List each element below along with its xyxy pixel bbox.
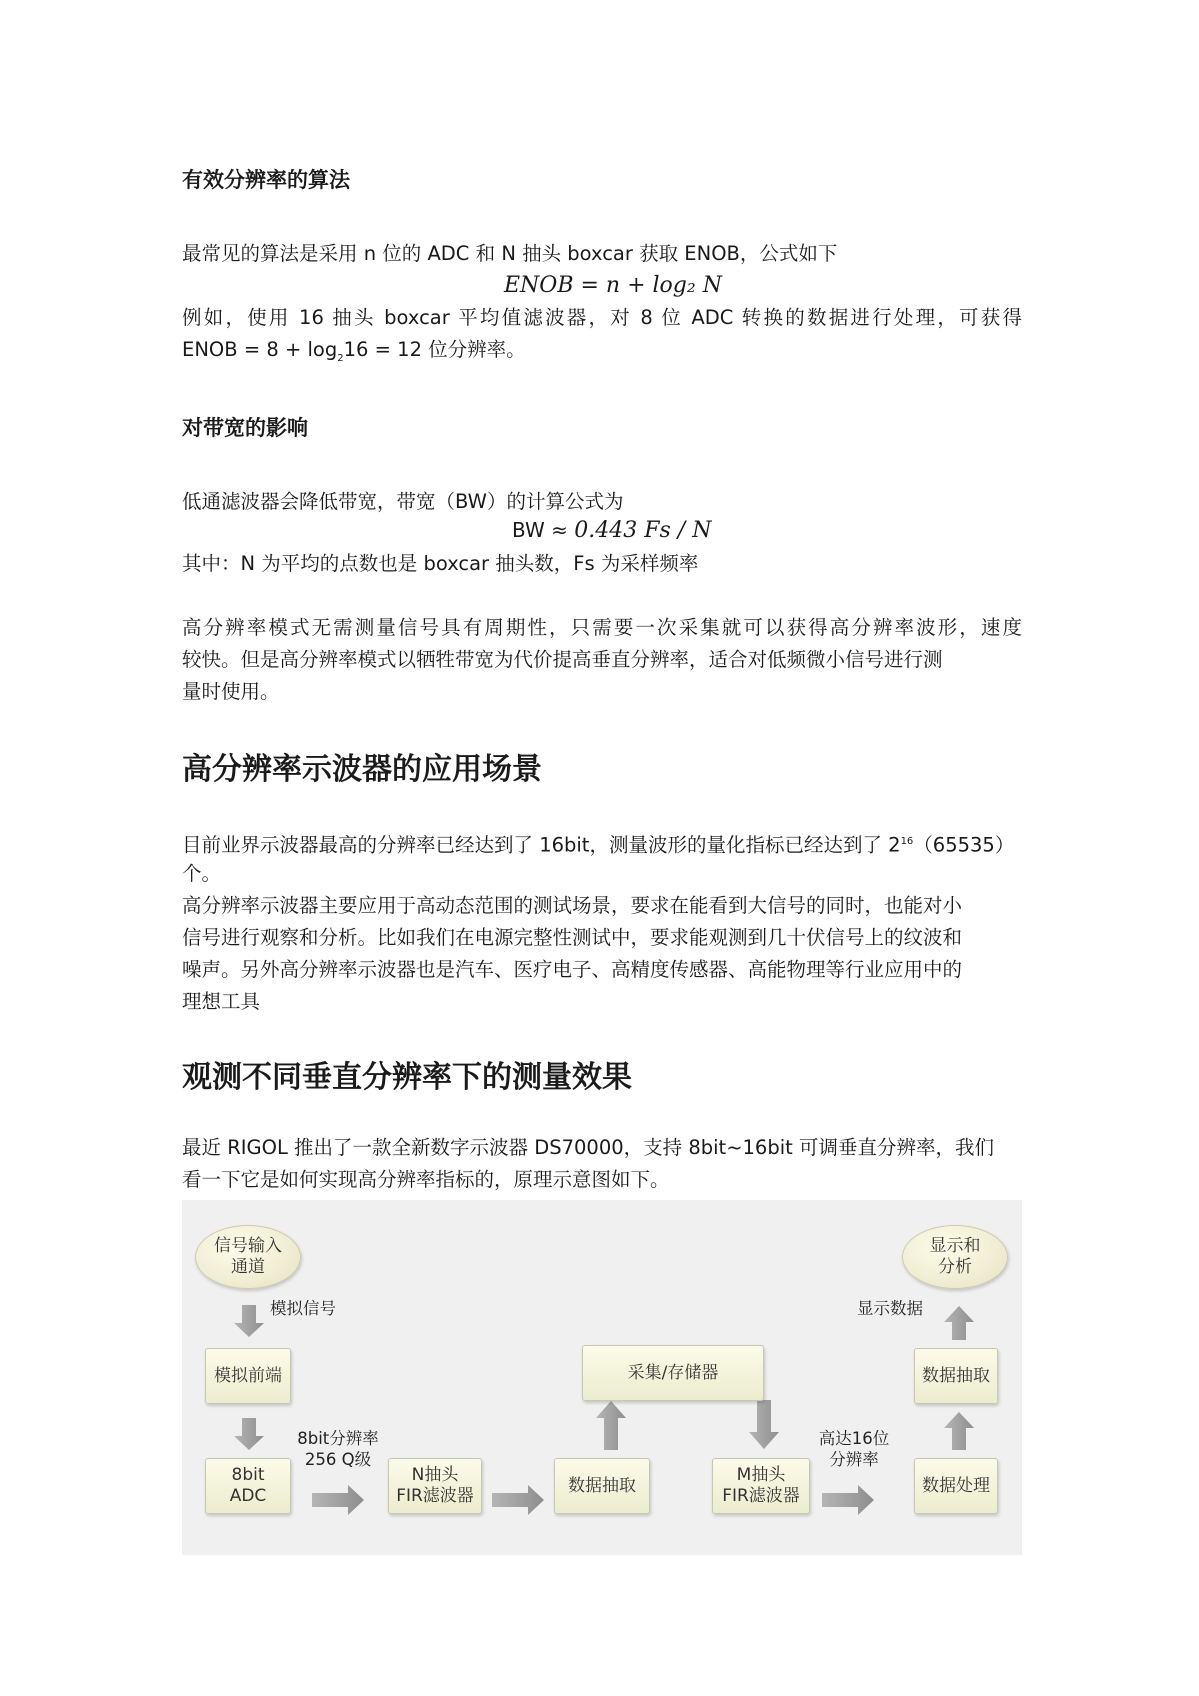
paragraph-bw-intro: 低通滤波器会降低带宽，带宽（BW）的计算公式为 bbox=[182, 490, 624, 513]
paragraph-hires-line3: 量时使用。 bbox=[182, 680, 280, 703]
label-up-to-16bit: 高达16位 分辨率 bbox=[818, 1429, 890, 1469]
paragraph-hires-line1: 高分辨率模式无需测量信号具有周期性，只需要一次采集就可以获得高分辨率波形，速度 bbox=[182, 616, 1022, 639]
arrow-right-icon bbox=[312, 1485, 364, 1515]
section-heading-measurement: 观测不同垂直分辨率下的测量效果 bbox=[182, 1060, 632, 1095]
paragraph-rigol-line2: 看一下它是如何实现高分辨率指标的，原理示意图如下。 bbox=[182, 1168, 670, 1191]
paragraph-example-line2: ENOB = $8 + \log_216 = 12$ 位分辨率。 bbox=[182, 338, 526, 364]
paragraph-16bit-line2: 个。 bbox=[182, 862, 222, 885]
arrow-down-icon bbox=[234, 1418, 264, 1450]
node-n-tap-fir: N抽头 FIR滤波器 bbox=[388, 1458, 482, 1514]
label-display-data: 显示数据 bbox=[857, 1299, 923, 1318]
paragraph-bw-where: 其中：N 为平均的点数也是 boxcar 抽头数，Fs 为采样频率 bbox=[182, 552, 699, 575]
node-display-analysis: 显示和 分析 bbox=[902, 1225, 1008, 1289]
section-heading-enob: 有效分辨率的算法 bbox=[182, 168, 350, 192]
paragraph-app-line2: 信号进行观察和分析。比如我们在电源完整性测试中，要求能观测到几十伏信号上的纹波和 bbox=[182, 926, 963, 949]
node-analog-frontend: 模拟前端 bbox=[205, 1348, 291, 1404]
section-heading-bandwidth: 对带宽的影响 bbox=[182, 416, 308, 440]
formula-enob: ENOB = n + log₂ N bbox=[504, 273, 722, 298]
arrow-up-icon bbox=[944, 1306, 974, 1340]
paragraph-app-line3: 噪声。另外高分辨率示波器也是汽车、医疗电子、高精度传感器、高能物理等行业应用中的 bbox=[182, 958, 963, 981]
paragraph-app-line4: 理想工具 bbox=[182, 990, 261, 1013]
section-heading-applications: 高分辨率示波器的应用场景 bbox=[182, 752, 542, 787]
block-diagram bbox=[182, 1200, 1022, 1555]
arrow-right-icon bbox=[492, 1485, 544, 1515]
node-acquisition-memory: 采集/存储器 bbox=[582, 1345, 764, 1401]
node-decimation-2: 数据抽取 bbox=[914, 1348, 998, 1404]
paragraph-16bit-line1: 目前业界示波器最高的分辨率已经达到了 16bit，测量波形的量化指标已经达到了 $2^{16}(65535)$ bbox=[182, 833, 1015, 857]
node-decimation-1: 数据抽取 bbox=[554, 1458, 650, 1514]
node-signal-input: 信号输入 通道 bbox=[195, 1225, 301, 1289]
paragraph-enob-intro: 最常见的算法是采用 n 位的 ADC 和 N 抽头 boxcar 获取 ENOB，公式如下 bbox=[182, 242, 838, 265]
arrow-up-icon bbox=[596, 1401, 626, 1450]
node-data-processing: 数据处理 bbox=[914, 1458, 998, 1514]
label-analog-signal: 模拟信号 bbox=[270, 1299, 336, 1318]
formula-bw: BW ≈ 0.443 Fs / N bbox=[512, 518, 712, 543]
label-adc-resolution: 8bit分辨率 256 Q级 bbox=[297, 1429, 379, 1469]
paragraph-app-line1: 高分辨率示波器主要应用于高动态范围的测试场景，要求在能看到大信号的同时，也能对小 bbox=[182, 894, 963, 917]
paragraph-example-line1: 例如，使用 16 抽头 boxcar 平均值滤波器，对 8 位 ADC 转换的数据进行处理，可获得 bbox=[182, 306, 1022, 329]
paragraph-hires-line2: 较快。但是高分辨率模式以牺牲带宽为代价提高垂直分辨率，适合对低频微小信号进行测 bbox=[182, 648, 943, 671]
node-8bit-adc: 8bit ADC bbox=[205, 1458, 291, 1514]
arrow-down-icon bbox=[234, 1305, 264, 1337]
arrow-up-icon bbox=[944, 1412, 974, 1450]
paragraph-rigol-line1: 最近 RIGOL 推出了一款全新数字示波器 DS70000，支持 8bit~16bit 可调垂直分辨率，我们 bbox=[182, 1136, 994, 1159]
node-m-tap-fir: M抽头 FIR滤波器 bbox=[712, 1458, 810, 1514]
arrow-down-icon bbox=[749, 1400, 779, 1449]
arrow-right-icon bbox=[822, 1485, 874, 1515]
